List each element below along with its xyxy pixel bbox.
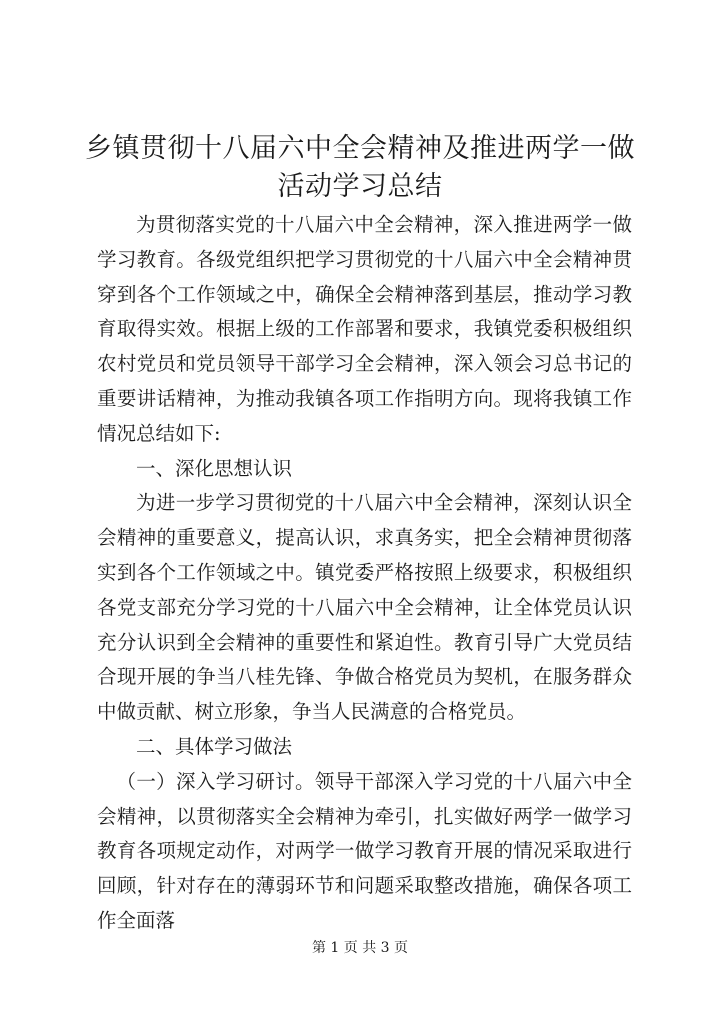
paragraph-section-1: 为进一步学习贯彻党的十八届六中全会精神，深刻认识全会精神的重要意义，提高认识，求真务实，把全会精神贯彻落实到各个工作领域之中。镇党委严格按照上级要求，积极组织各党支部充分学习党的十八届六中全会精神，让全体党员认识充分认识到全会精神的重要性和紧迫性。教育引导广大党员结合现开展的争当八桂先锋、争做合格党员为契机，在服务群众中做贡献、树立形象，争当人民满意的合格党员。 xyxy=(97,491,632,724)
document-body xyxy=(97,208,632,939)
section-heading-1: 一、深化思想认识 xyxy=(136,456,293,480)
paragraph-intro: 为贯彻落实党的十八届六中全会精神，深入推进两学一做学习教育。各级党组织把学习贯彻党的十八届六中全会精神贯穿到各个工作领域之中，确保全会精神落到基层，推动学习教育取得实效。根据上级的工作部署和要求，我镇党委积极组织农村党员和党员领导干部学习全会精神，深入领会习总书记的重要讲话精神，为推动我镇各项工作指明方向。现将我镇工作情况总结如下: xyxy=(97,213,632,445)
page-footer: 第 1 页 共 3 页 xyxy=(311,940,409,956)
title-line-2: 活动学习总结 xyxy=(277,171,443,202)
title-line-1: 乡镇贯彻十八届六中全会精神及推进两学一做 xyxy=(85,133,635,164)
document-title xyxy=(80,130,640,206)
paragraph-section-2-item-1: （一）深入学习研讨。领导干部深入学习党的十八届六中全会精神，以贯彻落实全会精神为牵引，扎实做好两学一做学习教育各项规定动作，对两学一做学习教育开展的情况采取进行回顾，针对存在的薄弱环节和问题采取整改措施，确保各项工作全面落 xyxy=(97,769,632,932)
section-heading-2: 二、具体学习做法 xyxy=(136,734,293,758)
